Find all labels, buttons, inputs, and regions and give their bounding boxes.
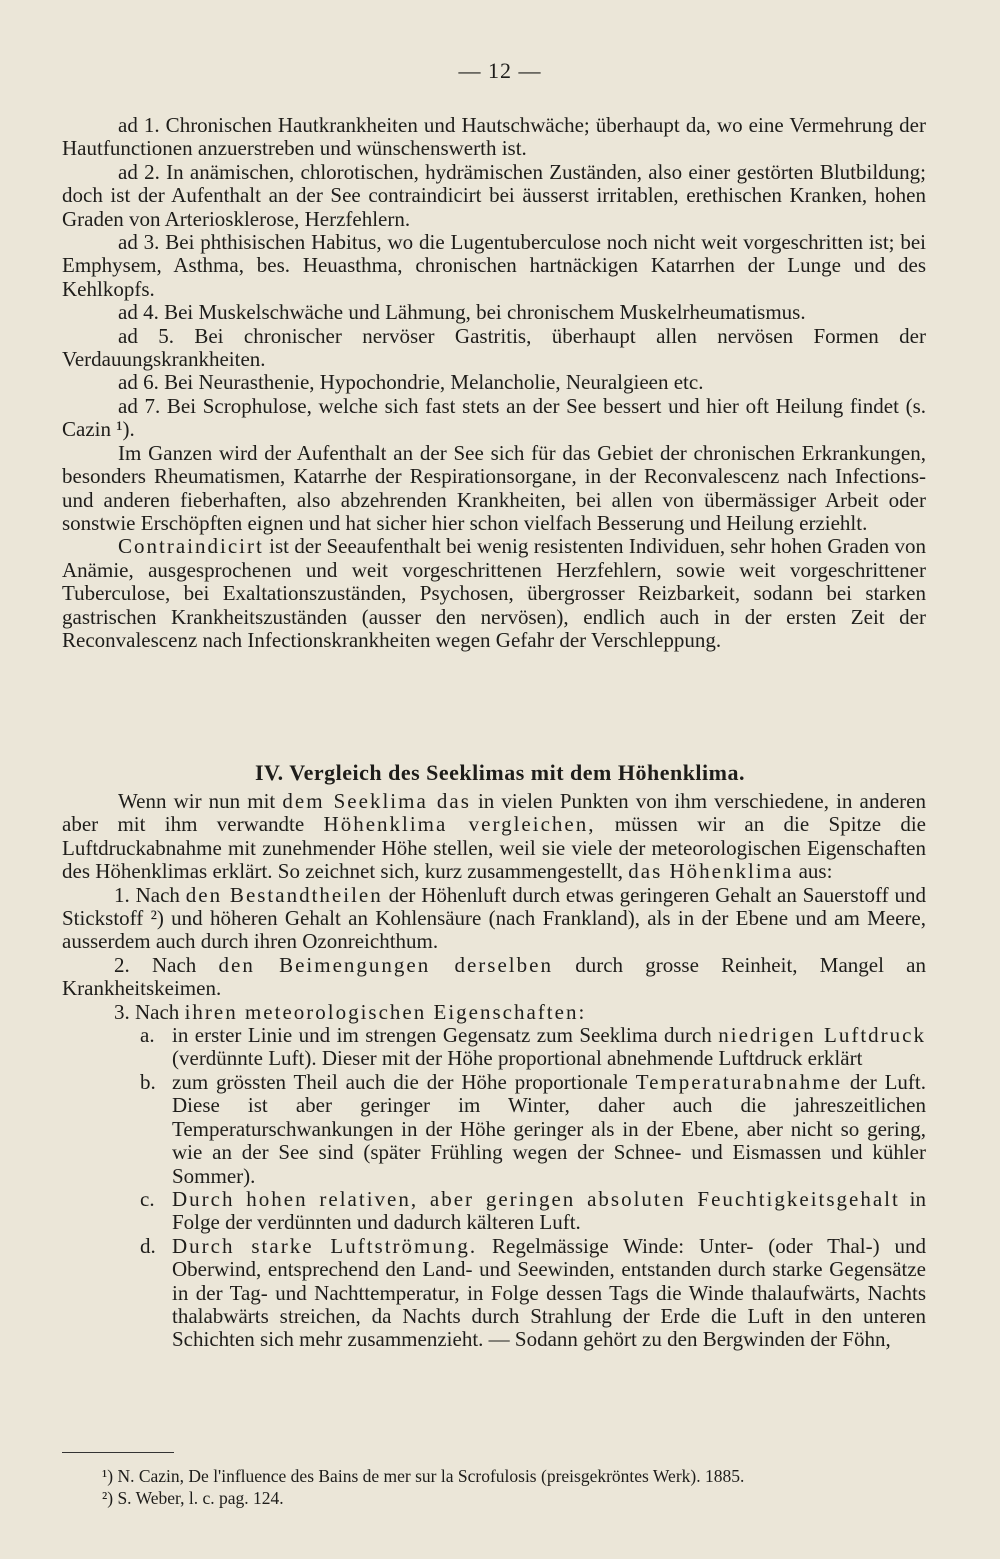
sub-c-label: c. <box>140 1186 155 1211</box>
footnote-2 <box>102 1488 932 1509</box>
paragraph-ad-5: ad 5. Bei chronischer nervöser Gastritis, überhaupt allen nervösen Formen der Verdauungskrankheiten. <box>62 323 926 372</box>
sub-a-spaced: niedrigen Luftdruck <box>718 1023 926 1048</box>
intro-text-1: Wenn wir nun mit <box>118 789 283 813</box>
paragraph-ad-4: ad 4. Bei Muskelschwäche und Lähmung, bei chronischem Muskelrheumatismus. <box>118 300 806 325</box>
page-number: — 12 — <box>458 58 542 83</box>
sub-b-spaced: Temperaturabnahme <box>635 1069 843 1094</box>
sub-item-b <box>62 1071 926 1188</box>
contra-rest: ist der Seeaufenthalt bei wenig resistenten Individuen, sehr hohen Graden von Anämie, ausgesprochenen und weit vorgeschrittenen Herzfehlern, sowie weit vorgeschrittener Tuberculose, bei Exaltationszuständen, Psychosen, übergrosser Reizbarkeit, sodann bei starken gastrischen Krankheitszuständen (ausser den nervösen), endlich auch in der ersten Zeit der Reconvalescenz nach Infectionskrankheiten wegen Gefahr der Verschleppung. <box>62 534 926 652</box>
item2-spaced: den Beimengungen derselben <box>218 952 553 977</box>
intro-spaced-1: dem Seeklima das <box>282 789 471 813</box>
paragraph-ad-3: ad 3. Bei phthisischen Habitus, wo die Lugentuberculose noch nicht weit vorgeschritten ist; bei Emphysem, Asthma, bes. Heuasthma, chronischen hartnäckigen Katarrhen der Lunge und des Kehlkopfs. <box>62 230 926 301</box>
sub-a-text-1: in erster Linie und im strengen Gegensatz zum Seeklima durch <box>172 1023 719 1048</box>
sub-item-a <box>62 1024 926 1071</box>
list-item-2 <box>62 954 926 1001</box>
sub-a-text-2: (verdünnte Luft). Dieser mit der Höhe proportional abnehmende Luftdruck erklärt <box>172 1046 863 1071</box>
item2-number: 2. Nach <box>114 952 219 977</box>
intro-text-4: aus: <box>793 859 833 884</box>
footnote-divider <box>62 1452 174 1453</box>
footnote-2-mark: ²) <box>102 1488 114 1508</box>
item3-number: 3. Nach <box>114 999 185 1024</box>
paragraph-ad-6: ad 6. Bei Neurasthenie, Hypochondrie, Melancholie, Neuralgieen etc. <box>118 370 704 395</box>
paragraph-intro <box>62 790 926 884</box>
item3-spaced: ihren meteorologischen Eigenschaften: <box>184 999 587 1024</box>
sub-c-spaced: Durch hohen relativen, aber geringen absoluten Feuchtigkeitsgehalt <box>172 1186 900 1211</box>
sub-b-text-2: der Luft. Diese ist aber geringer im Winter, daher auch die jahreszeitlichen Temperaturschwankungen in der Höhe geringer als in der Ebene, aber nicht so gering, wie an der See sind (später Frühling wegen der Schnee- und Eismassen und kühler Sommer). <box>172 1069 926 1188</box>
sub-item-c <box>62 1188 926 1235</box>
item1-spaced: den Bestandtheilen <box>185 882 383 907</box>
footnote-1 <box>102 1466 932 1487</box>
intro-spaced-2: Höhenklima vergleichen, <box>323 812 596 837</box>
sub-a-label: a. <box>140 1023 155 1048</box>
intro-spaced-3: das Höhenklima <box>628 859 794 884</box>
item1-text: der Höhenluft durch etwas geringeren Gehalt an Sauerstoff und Stickstoff ²) und höheren Gehalt an Kohlensäure (nach Frankland), als in der Ebene und am Meere, ausserdem auch durch ihren Ozonreichthum. <box>62 882 927 954</box>
list-item-1 <box>62 884 926 954</box>
footnote-1-mark: ¹) <box>102 1466 114 1486</box>
paragraph-ad-2: ad 2. In anämischen, chlorotischen, hydrämischen Zuständen, also einer gestörten Blutbildung; doch ist der Aufenthalt an der See contraindicirt bei äusserst irritablen, erethischen Kranken, hohen Graden von Arteriosklerose, Herzfehlern. <box>62 159 926 231</box>
comparison-section <box>62 790 926 1352</box>
intro-text-2: in vielen Punkten von ihm verschiedene, in anderen aber mit ihm verwandte <box>62 789 926 837</box>
item1-number: 1. Nach <box>114 882 186 907</box>
sub-b-text-1: zum grössten Theil auch die der Höhe proportionale <box>172 1069 636 1094</box>
sub-d-label: d. <box>140 1233 156 1258</box>
paragraph-ad-7: ad 7. Bei Scrophulose, welche sich fast stets an der See bessert und hier oft Heilung findet (s. Cazin ¹). <box>62 393 926 442</box>
sub-b-label: b. <box>140 1069 156 1094</box>
sub-item-d <box>62 1235 926 1352</box>
paragraph-contraindications <box>62 535 926 652</box>
contra-lead: Contraindicirt <box>118 534 264 559</box>
footnote-2-text: S. Weber, l. c. pag. 124. <box>113 1488 284 1508</box>
paragraph-summary: Im Ganzen wird der Aufenthalt an der See sich für das Gebiet der chronischen Erkrankungen, besonders Rheumatismen, Katarrhe der Respirationsorgane, in der Reconvalescenz nach Infections- und anderen fieberhaften, also abzehrenden Krankheiten, bei allen von übermässiger Arbeit oder sonstwie Erschöpften eignen und hat sicher hier schon vielfach Besserung und Heilung erziehlt. <box>62 440 926 535</box>
section-heading: IV. Vergleich des Seeklimas mit dem Höhenklima. <box>254 760 745 785</box>
item2-text: durch grosse Reinheit, Mangel an Krankheitskeimen. <box>62 952 927 1001</box>
footnote-1-text: N. Cazin, De l'influence des Bains de mer sur la Scrofulosis (preisgekröntes Werk). 1885. <box>113 1466 745 1486</box>
sub-d-text: Regelmässige Winde: Unter- (oder Thal-) und Oberwind, entsprechend den Land- und Seewinden, entstanden durch starke Gegensätze in der Tag- und Nachttemperatur, in Folge dessen Tags die Winde thalaufwärts, Nachts thalabwärts streichen, da Nachts durch Strahlung der Erde die Luft in den unteren Schichten sich mehr zusammenzieht. — Sodann gehört zu den Bergwinden der Föhn, <box>172 1233 926 1352</box>
paragraph-ad-1: ad 1. Chronischen Hautkrankheiten und Hautschwäche; überhaupt da, wo eine Vermehrung der Hautfunctionen anzuerstreben und wünschenswerth ist. <box>62 113 926 161</box>
sub-c-text: in Folge der verdünnten und dadurch kälteren Luft. <box>172 1186 926 1235</box>
list-item-3 <box>62 1001 926 1024</box>
sub-d-spaced: Durch starke Luftströmung. <box>172 1233 478 1258</box>
indications-section <box>62 114 926 652</box>
intro-text-3: müssen wir an die Spitze die Luftdruckabnahme mit zunehmender Höhe stellen, weil sie viele der meteorologischen Eigenschaften des Höhenklimas erklärt. So zeichnet sich, kurz zusammengestellt, <box>62 812 926 884</box>
